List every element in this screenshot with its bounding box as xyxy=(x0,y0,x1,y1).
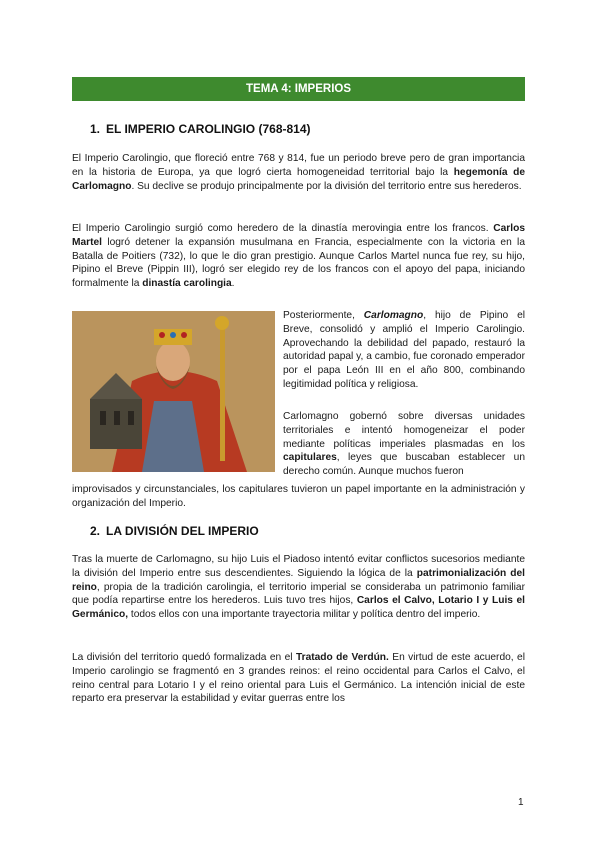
text: , hijo de Pipino el Breve, consolidó y amplió el Imperio Carolingio. Aprovechando la debilidad del papado, restauró la autoridad papal y, a cambio, fue coronado emperador por el papa León III en el año 800, combinando legitimidad política y religiosa. xyxy=(283,310,525,390)
bold-text: Carlos Martel xyxy=(72,223,525,248)
section-title: LA DIVISIÓN DEL IMPERIO xyxy=(106,524,259,538)
text: improvisados y circunstanciales, los capitulares tuvieron un papel importante en la administración y organización del Imperio. xyxy=(72,484,525,509)
paragraph-4-continued xyxy=(72,483,525,511)
section-number: 2. xyxy=(90,524,101,538)
paragraph-5 xyxy=(72,553,525,622)
text: . Su declive se produjo principalmente por la división del territorio entre sus herederos. xyxy=(131,180,522,192)
bold-text: Carlos el Calvo, Lotario I y Luis el Germánico, xyxy=(72,595,526,621)
charlemagne-illustration xyxy=(72,311,275,472)
text: logró detener la expansión musulmana en Francia, especialmente con la victoria en la Batalla de Poitiers (732), lo que le dio gran prestigio. Aunque Carlos Martel nunca fue rey, su hijo, Pipino el Breve (Pippin III), logró ser elegido rey de los francos con el apoyo del papa, iniciando formalmente la xyxy=(72,236,525,290)
section-heading-1 xyxy=(90,122,311,136)
bold-text: patrimonialización del reino xyxy=(72,567,525,593)
bold-text: capitulares xyxy=(283,452,337,464)
text: todos ellos con una importante trayectoria militar y política dentro del imperio. xyxy=(128,609,481,621)
text: Carlomagno gobernó sobre diversas unidades territoriales e intentó homogeneizar el poder mediante políticas imperiales plasmadas en los xyxy=(283,411,525,450)
paragraph-6 xyxy=(72,651,525,706)
page-title-banner: TEMA 4: IMPERIOS xyxy=(72,77,525,101)
page-number: 1 xyxy=(518,797,524,808)
section-heading-2 xyxy=(90,524,259,538)
bold-text: dinastía carolingia xyxy=(142,278,232,290)
paragraph-4 xyxy=(283,410,525,479)
text: El Imperio Carolingio, que floreció entre 768 y 814, fue un periodo breve pero de gran importancia en la historia de Europa, ya que logró cierta homogeneidad territorial bajo la xyxy=(72,153,525,178)
section-title: EL IMPERIO CAROLINGIO (768-814) xyxy=(106,122,311,136)
text: El Imperio Carolingio surgió como heredero de la dinastía merovingia entre los francos. xyxy=(72,223,494,234)
text: , propia de la tradición carolingia, el territorio imperial se consideraba un patrimonio familiar que podía repartirse entre los herederos. Luis tuvo tres hijos, xyxy=(72,581,525,607)
section-number: 1. xyxy=(90,122,101,136)
text: , leyes que buscaban establecer un derecho común. Aunque muchos fueron xyxy=(283,452,525,478)
bold-text: Carlomagno xyxy=(363,310,424,321)
text: Posteriormente, xyxy=(283,310,364,321)
charlemagne-portrait xyxy=(72,311,275,472)
bold-text: Tratado de Verdún. xyxy=(295,652,389,663)
bold-text: hegemonía de Carlomagno xyxy=(72,166,525,192)
paragraph-3 xyxy=(283,309,525,392)
text: En virtud de este acuerdo, el Imperio carolingio se fragmentó en 3 grandes reinos: el reino occidental para Carlos el Calvo, el reino central para Lotario I y el reino oriental para Luis el Germánico. La intención inicial de este reparto era preservar la estabilidad y evitar guerras entre los xyxy=(72,652,525,705)
text: . xyxy=(231,278,235,290)
text: Tras la muerte de Carlomagno, su hijo Luis el Piadoso intentó evitar conflictos sucesorios mediante la división del Imperio entre sus descendientes. Siguiendo la lógica de la xyxy=(72,554,525,579)
paragraph-2 xyxy=(72,222,525,291)
paragraph-1 xyxy=(72,152,525,193)
text: La división del territorio quedó formalizada en el xyxy=(72,652,296,663)
